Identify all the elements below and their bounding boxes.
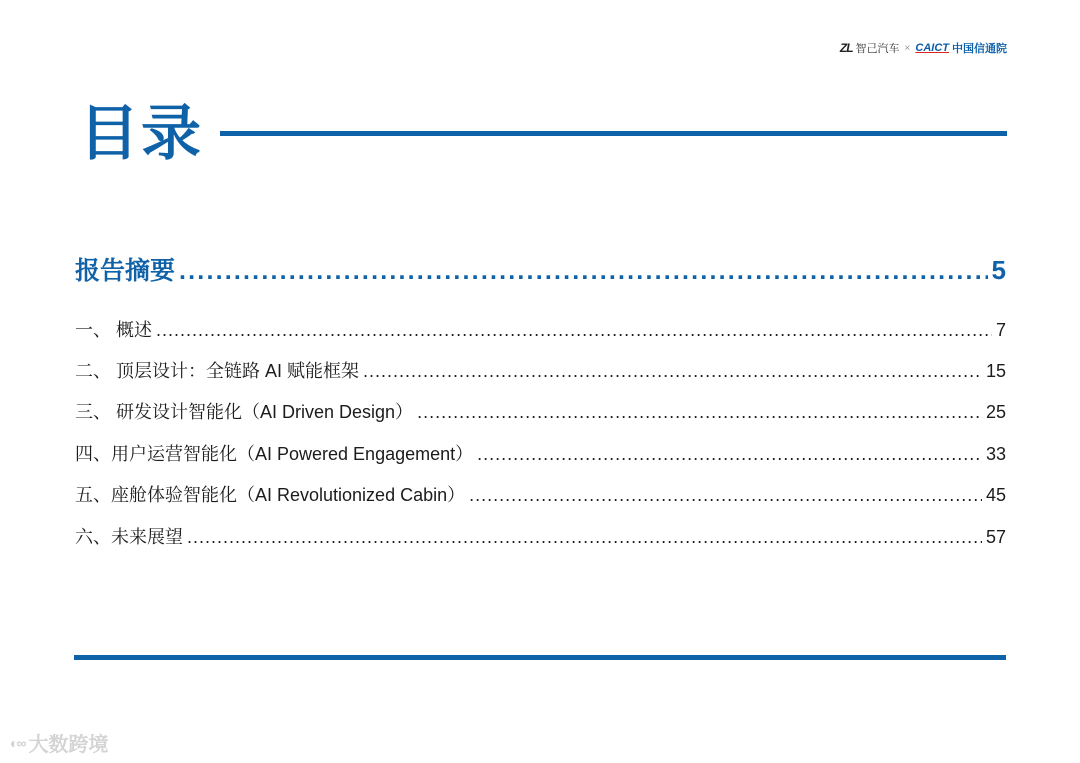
toc-entry-page: 5: [991, 255, 1006, 285]
toc-entry-page: 15: [985, 361, 1006, 381]
toc-entry-5[interactable]: [75, 481, 1006, 507]
dot-leader: [477, 444, 982, 465]
toc-entry-6[interactable]: [75, 523, 1006, 549]
header-logos: [840, 40, 1007, 56]
toc-entry-summary[interactable]: [75, 251, 1006, 287]
dot-leader: [363, 361, 982, 382]
dot-leader: [156, 320, 992, 341]
toc-entry-label: 五、座舱体验智能化（AI Revolutionized Cabin）: [75, 485, 466, 505]
brand-logo-icon: ZL: [839, 41, 853, 55]
watermark-logo-icon: ◐∞: [10, 734, 25, 751]
toc-entry-page: 7: [995, 320, 1006, 340]
toc-entry-label: 三、 研发设计智能化（AI Driven Design）: [75, 402, 414, 422]
toc-entry-label: 一、 概述: [75, 320, 153, 340]
toc-entry-page: 57: [985, 527, 1006, 547]
toc-entry-label: 报告摘要: [75, 257, 176, 285]
footer-divider: [74, 655, 1006, 660]
watermark-text: 大数跨境: [28, 734, 109, 756]
toc-entry-label: 四、用户运营智能化（AI Powered Engagement）: [75, 444, 474, 464]
toc-entry-4[interactable]: [75, 440, 1006, 466]
logo-separator: ×: [904, 42, 911, 54]
brand-name: 智己汽车: [855, 43, 900, 55]
toc-entry-3[interactable]: [75, 398, 1006, 424]
dot-leader: [469, 485, 982, 506]
toc-entry-page: 45: [985, 485, 1006, 505]
dot-leader: [417, 402, 982, 423]
dot-leader: [187, 527, 982, 548]
partner-abbr: CAICT: [915, 42, 949, 54]
toc-entry-page: 25: [985, 402, 1006, 422]
toc-entry-label: 二、 顶层设计：全链路 AI 赋能框架: [75, 361, 360, 381]
toc-entry-1[interactable]: [75, 316, 1006, 342]
toc-entry-label: 六、未来展望: [75, 527, 183, 547]
dot-leader: [179, 257, 988, 286]
partner-name: 中国信通院: [952, 43, 1007, 55]
toc-entry-2[interactable]: [75, 357, 1006, 383]
watermark: [10, 728, 108, 757]
title-divider: [220, 131, 1007, 136]
page-title: 目录: [79, 99, 203, 169]
toc-entry-page: 33: [985, 444, 1006, 464]
